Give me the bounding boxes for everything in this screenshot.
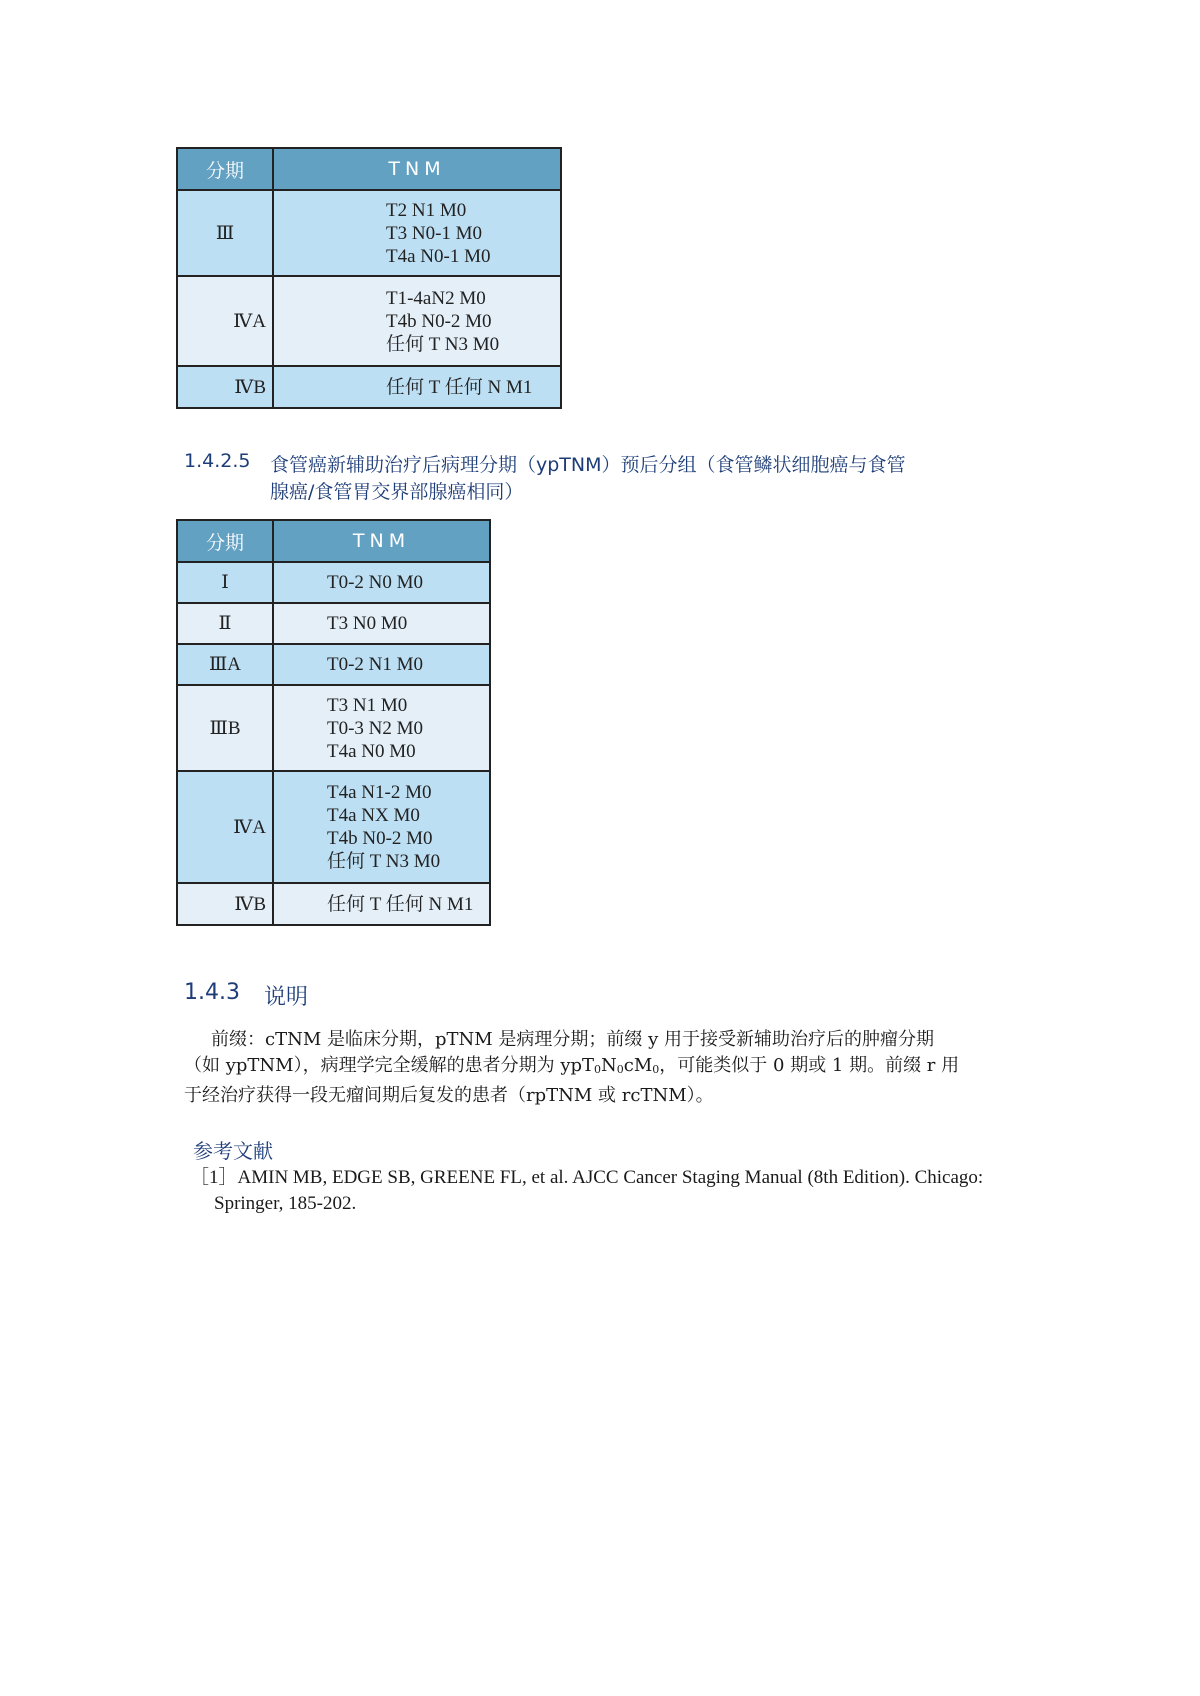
explanation-paragraph — [184, 1027, 1054, 1109]
tnm-cell — [273, 603, 490, 644]
tnm-value: 任何 T 任何 N M1 — [386, 376, 533, 398]
reference-line: ［1］AMIN MB, EDGE SB, GREENE FL, et al. AJCC Cancer Staging Manual (8th Edition). Chicago: — [190, 1167, 984, 1188]
reference-item — [190, 1165, 1050, 1217]
staging-table-2 — [176, 519, 491, 926]
tnm-value: 任何 T N3 M0 — [327, 851, 441, 872]
section-title: 说明 — [264, 985, 309, 1010]
tnm-value: T0-2 N1 M0 — [327, 654, 424, 675]
references-title: 参考文献 — [193, 1139, 273, 1163]
stage-cell: ⅣA — [177, 276, 273, 366]
tnm-cell — [273, 771, 490, 883]
reference-line: Springer, 185-202. — [214, 1193, 357, 1214]
table-row — [177, 603, 490, 644]
tnm-value: T4a N0-1 M0 — [386, 245, 491, 267]
stage-cell: Ⅲ — [177, 190, 273, 276]
subscript: 0 — [616, 1063, 624, 1076]
stage-cell: Ⅱ — [177, 603, 273, 644]
tnm-value: T3 N0-1 M0 — [386, 222, 483, 244]
stage-cell: ⅣB — [177, 883, 273, 925]
header-tnm: TNM — [273, 148, 561, 190]
tnm-cell — [273, 190, 561, 276]
tnm-value: T4b N0-2 M0 — [386, 310, 492, 332]
stage-cell: ⅣB — [177, 366, 273, 408]
table-row — [177, 276, 561, 366]
table-row — [177, 562, 490, 603]
text-segment: ，可能类似于 0 期或 1 期。前缀 r 用 — [659, 1055, 960, 1076]
tnm-cell — [273, 685, 490, 771]
tnm-value: T4a N1-2 M0 — [327, 782, 432, 803]
section-heading-143 — [184, 980, 484, 1012]
tnm-cell — [273, 366, 561, 408]
tnm-value: T3 N0 M0 — [327, 613, 408, 634]
text-segment: cM — [623, 1055, 653, 1076]
stage-cell: ⅣA — [177, 771, 273, 883]
table-row — [177, 883, 490, 925]
staging-table-1 — [176, 147, 562, 409]
paragraph-line: 前缀：cTNM 是临床分期，pTNM 是病理分期；前缀 y 用于接受新辅助治疗后的肿瘤分期 — [211, 1029, 935, 1050]
tnm-value: T0-2 N0 M0 — [327, 572, 424, 593]
tnm-cell — [273, 276, 561, 366]
tnm-value: T2 N1 M0 — [386, 199, 467, 221]
table-row — [177, 685, 490, 771]
tnm-value: 任何 T 任何 N M1 — [327, 893, 474, 915]
text-segment: （如 ypTNM），病理学完全缓解的患者分期为 ypT — [184, 1055, 595, 1076]
section-title-line1: 食管癌新辅助治疗后病理分期（ypTNM）预后分组（食管鳞状细胞癌与食管 — [270, 454, 906, 476]
stage-cell: Ⅰ — [177, 562, 273, 603]
subscript: 0 — [652, 1063, 660, 1076]
tnm-value: T0-3 N2 M0 — [327, 717, 424, 739]
stage-cell: ⅢB — [177, 685, 273, 771]
tnm-value: T1-4aN2 M0 — [386, 287, 486, 309]
subscript: 0 — [594, 1063, 602, 1076]
paragraph-line — [184, 1053, 1054, 1083]
table-row — [177, 366, 561, 408]
header-stage: 分期 — [177, 148, 273, 190]
table-row — [177, 190, 561, 276]
table-row — [177, 644, 490, 685]
tnm-cell — [273, 883, 490, 925]
tnm-value: T3 N1 M0 — [327, 694, 408, 716]
section-number: 1.4.3 — [184, 980, 240, 1005]
tnm-value: T4a NX M0 — [327, 805, 420, 826]
tnm-value: 任何 T N3 M0 — [386, 333, 500, 355]
tnm-value: T4a N0 M0 — [327, 740, 416, 762]
tnm-cell — [273, 644, 490, 685]
section-heading-1425 — [184, 450, 1024, 506]
section-title-line2: 腺癌/食管胃交界部腺癌相同） — [270, 481, 524, 503]
text-segment: N — [601, 1055, 617, 1076]
tnm-value: T4b N0-2 M0 — [327, 828, 433, 849]
paragraph-line: 于经治疗获得一段无瘤间期后复发的患者（rpTNM 或 rcTNM）。 — [184, 1085, 714, 1106]
header-tnm: TNM — [273, 520, 490, 562]
tnm-cell — [273, 562, 490, 603]
table-row — [177, 771, 490, 883]
section-number: 1.4.2.5 — [184, 450, 251, 472]
stage-cell: ⅢA — [177, 644, 273, 685]
header-stage: 分期 — [177, 520, 273, 562]
